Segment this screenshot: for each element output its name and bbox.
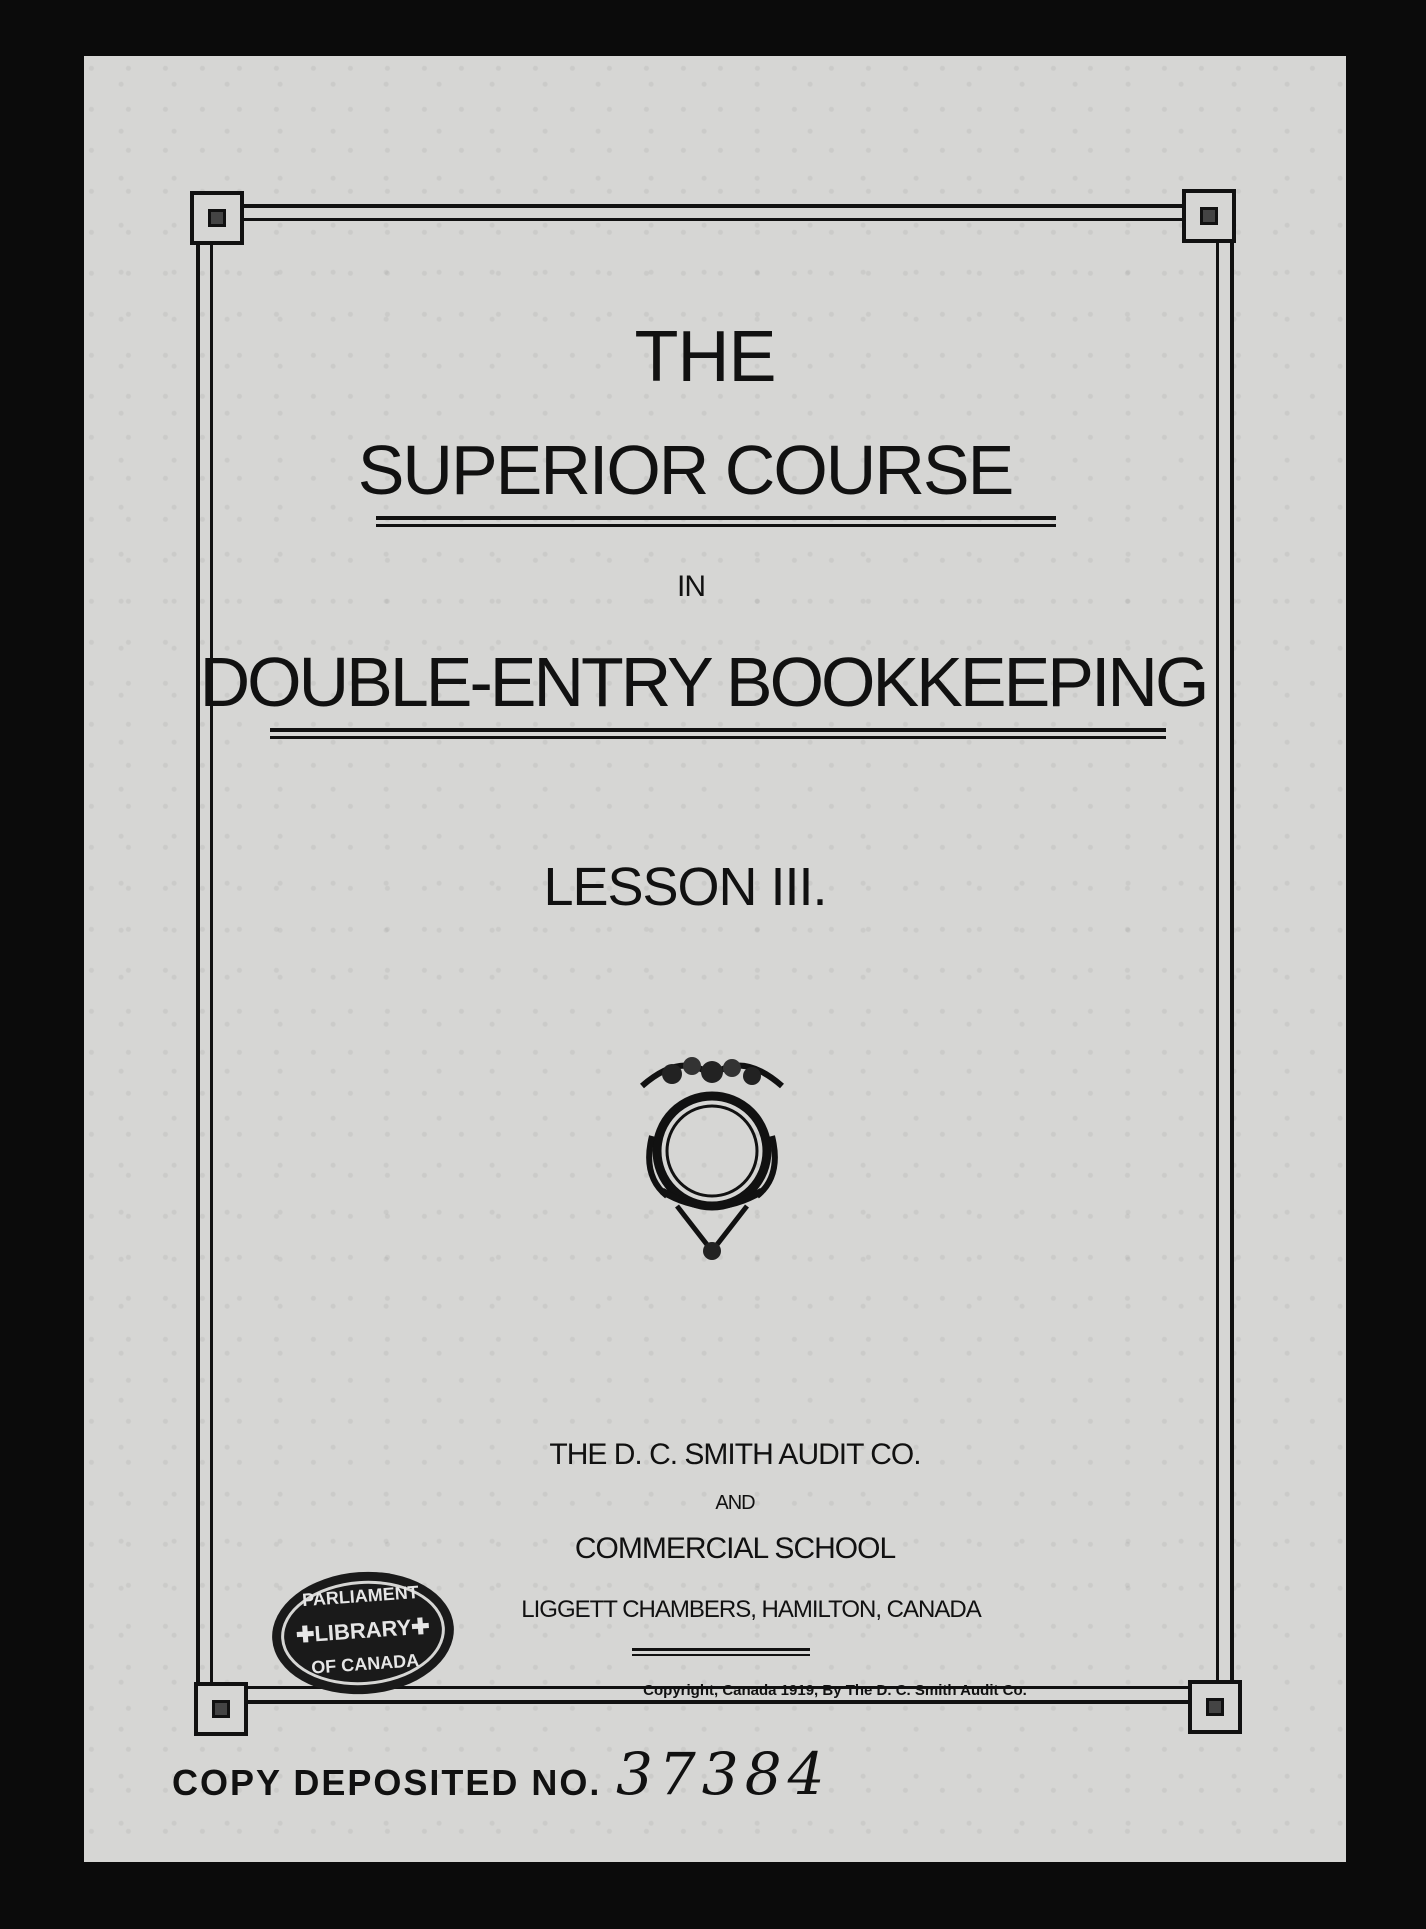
title-the: THE [634, 317, 776, 397]
title-underline-2b [270, 736, 1166, 739]
address-rule-b [632, 1654, 810, 1656]
copy-deposited-label: COPY DEPOSITED NO. [172, 1762, 602, 1803]
lesson-number: LESSON III. [543, 857, 827, 917]
title-underline-1b [376, 524, 1056, 527]
stamp-line-parliament: PARLIAMENT [301, 1582, 420, 1611]
address-rule-a [632, 1648, 810, 1651]
title-in: IN [677, 570, 705, 603]
stamp-line-library: ✚LIBRARY✚ [295, 1613, 431, 1648]
frame-top-outer [212, 204, 1220, 208]
frame-bottom-outer [212, 1700, 1220, 1704]
corner-ornament-top-left [190, 191, 244, 245]
title-underline-2a [270, 728, 1166, 732]
publisher-name: THE D. C. SMITH AUDIT CO. [549, 1438, 921, 1471]
copyright-notice: Copyright, Canada 1919, By The D. C. Smith Audit Co. [643, 1682, 1027, 1699]
stamp-line-canada: OF CANADA [310, 1650, 420, 1678]
corner-ornament-top-right [1182, 189, 1236, 243]
title-double-entry-bookkeeping: DOUBLE-ENTRY BOOKKEEPING [199, 643, 1207, 721]
publisher-and: AND [715, 1492, 755, 1514]
frame-top-inner [212, 218, 1220, 221]
publisher-address: LIGGETT CHAMBERS, HAMILTON, CANADA [521, 1596, 981, 1623]
publisher-school: COMMERCIAL SCHOOL [574, 1532, 896, 1565]
copy-deposited-number: 37384 [616, 1740, 831, 1808]
floral-wreath-icon [622, 1046, 802, 1266]
title-underline-1a [376, 516, 1056, 520]
title-superior-course: SUPERIOR COURSE [357, 431, 1013, 509]
